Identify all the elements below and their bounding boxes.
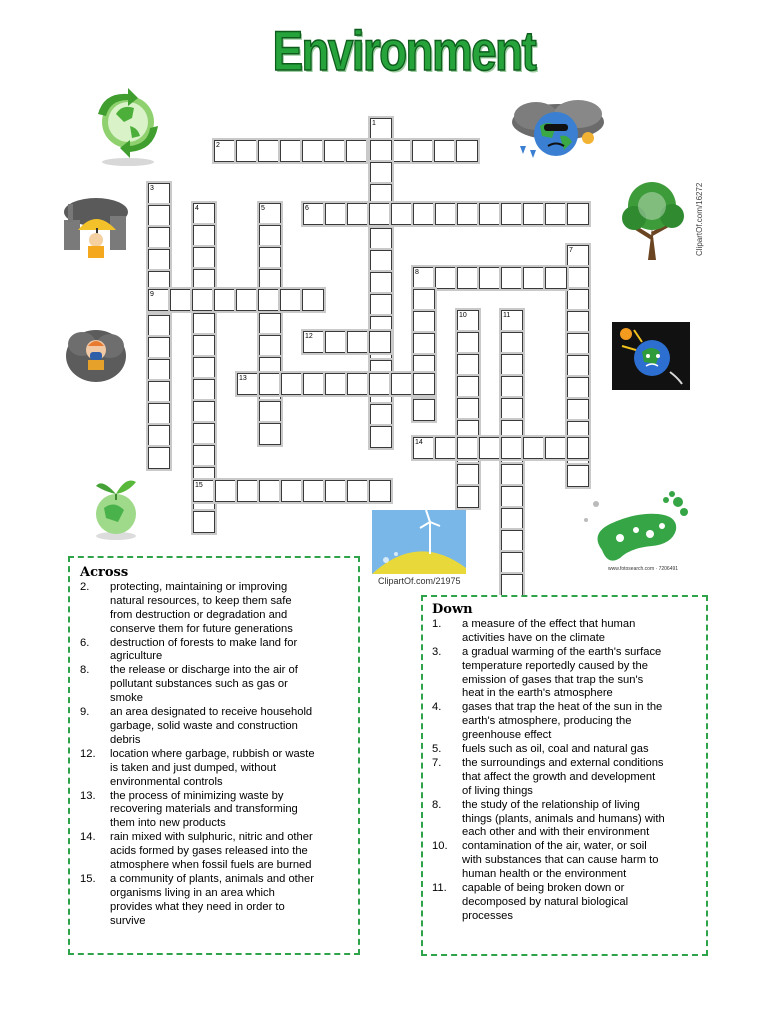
down-heading: Down	[432, 602, 473, 617]
grid-cell[interactable]	[170, 289, 192, 311]
grid-clue-number: 11	[503, 312, 511, 319]
burning-earth-icon	[612, 322, 690, 390]
grid-cell[interactable]	[413, 399, 435, 421]
grid-cell[interactable]	[259, 247, 281, 269]
grid-cell[interactable]	[259, 269, 281, 291]
grid-cell[interactable]	[501, 398, 523, 420]
clue-text-line: contamination of the air, water, or soil	[462, 840, 647, 853]
clue-text-line: the study of the relationship of living	[462, 798, 640, 811]
grid-cell[interactable]	[501, 332, 523, 354]
grid-cell[interactable]	[281, 373, 303, 395]
clue-text-line: debris	[110, 733, 141, 746]
across-clue	[80, 873, 350, 929]
grid-cell[interactable]	[501, 530, 523, 552]
grid-cell[interactable]	[413, 373, 435, 395]
grid-cell[interactable]	[193, 357, 215, 379]
grid-cell[interactable]	[370, 294, 392, 316]
grid-clue-number: 1	[372, 120, 376, 127]
clue-text-line: natural resources, to keep them safe	[110, 594, 292, 607]
grid-cell[interactable]	[457, 464, 479, 486]
grid-cell[interactable]	[457, 332, 479, 354]
grid-cell[interactable]	[237, 480, 259, 502]
clue-text-line: garbage, solid waste and construction	[110, 719, 298, 732]
grid-cell[interactable]	[390, 140, 412, 162]
grid-cell[interactable]	[457, 267, 479, 289]
clue-text-line: decomposed by natural biological	[462, 895, 629, 908]
grid-cell[interactable]	[324, 140, 346, 162]
clue-number: 14.	[80, 831, 96, 844]
grid-cell[interactable]	[193, 423, 215, 445]
grid-clue-number: 15	[195, 482, 203, 489]
grid-cell[interactable]	[501, 574, 523, 596]
clue-text-line: heat in the earth's atmosphere	[462, 687, 613, 700]
down-clue	[432, 743, 702, 757]
grid-cell[interactable]	[567, 311, 589, 333]
grid-cell[interactable]	[347, 373, 369, 395]
grid-cell[interactable]	[280, 140, 302, 162]
grid-cell[interactable]	[148, 249, 170, 271]
grid-cell[interactable]	[501, 464, 523, 486]
clipart-caption-footprint: www.fotosearch.com · 7206491	[608, 566, 679, 572]
grid-cell[interactable]	[193, 335, 215, 357]
grid-cell[interactable]	[435, 437, 457, 459]
grid-cell[interactable]	[303, 480, 325, 502]
grid-cell[interactable]	[346, 140, 368, 162]
clue-text-line: conserve them for future generations	[110, 622, 293, 635]
grid-cell[interactable]	[258, 289, 280, 311]
grid-cell[interactable]	[325, 331, 347, 353]
clue-number: 8.	[80, 664, 90, 677]
grid-cell[interactable]	[479, 267, 501, 289]
grid-cell[interactable]	[193, 401, 215, 423]
grid-cell[interactable]	[456, 140, 478, 162]
grid-cell[interactable]	[567, 465, 589, 487]
grid-cell[interactable]	[567, 399, 589, 421]
clue-number: 11.	[432, 882, 447, 895]
across-clue	[80, 637, 350, 665]
grid-cell[interactable]	[501, 486, 523, 508]
grid-clue-number: 5	[261, 205, 265, 212]
down-clue	[432, 840, 702, 882]
down-clue	[432, 646, 702, 702]
clue-text-line: acids formed by gases released into the	[110, 845, 308, 858]
grid-cell[interactable]	[148, 227, 170, 249]
clue-number: 5.	[432, 743, 442, 756]
clue-text-line: processes	[462, 909, 513, 922]
grid-cell[interactable]	[370, 140, 392, 162]
grid-cell[interactable]	[302, 289, 324, 311]
clue-text-line: emission of gases that trap the sun's	[462, 673, 644, 686]
clue-number: 3.	[432, 645, 442, 658]
grid-cell[interactable]	[501, 437, 523, 459]
grid-clue-number: 12	[305, 333, 313, 340]
grid-cell[interactable]	[501, 552, 523, 574]
grid-cell[interactable]	[567, 355, 589, 377]
clue-number: 15.	[80, 872, 96, 885]
grid-cell[interactable]	[501, 376, 523, 398]
clue-number: 2.	[80, 581, 90, 593]
clue-text-line: of living things	[462, 784, 533, 797]
down-clue	[432, 757, 702, 799]
clue-text-line: capable of being broken down or	[462, 882, 625, 895]
grid-clue-number: 2	[216, 142, 220, 149]
clue-text-line: fuels such as oil, coal and natural gas	[462, 743, 649, 756]
clue-text-line: a gradual warming of the earth's surface	[462, 645, 662, 658]
clue-text-line: a measure of the effect that human	[462, 618, 636, 630]
clue-number: 9.	[80, 706, 90, 719]
down-clue	[432, 618, 702, 646]
clue-text-line: the release or discharge into the air of	[110, 664, 298, 677]
recycle-globe-icon	[88, 84, 168, 168]
grid-cell[interactable]	[501, 203, 523, 225]
grid-cell[interactable]	[413, 203, 435, 225]
grid-cell[interactable]	[193, 225, 215, 247]
grid-cell[interactable]	[391, 373, 413, 395]
clue-text-line: recovering materials and transforming	[110, 803, 298, 816]
clue-text-line: greenhouse effect	[462, 729, 552, 742]
grid-cell[interactable]	[325, 480, 347, 502]
grid-clue-number: 13	[239, 375, 247, 382]
grid-cell[interactable]	[258, 140, 280, 162]
grid-cell[interactable]	[457, 203, 479, 225]
grid-cell[interactable]	[259, 335, 281, 357]
clue-number: 6.	[80, 636, 90, 649]
across-clue	[80, 664, 350, 706]
clue-text-line: them into new products	[110, 817, 226, 830]
grid-cell[interactable]	[148, 381, 170, 403]
grid-cell[interactable]	[457, 376, 479, 398]
clue-text-line: gases that trap the heat of the sun in the	[462, 701, 663, 714]
grid-cell[interactable]	[501, 354, 523, 376]
grid-cell[interactable]	[193, 379, 215, 401]
grid-cell[interactable]	[281, 480, 303, 502]
grid-cell[interactable]	[193, 269, 215, 291]
clue-text-line: each other and with their environment	[462, 826, 650, 839]
grid-cell[interactable]	[413, 333, 435, 355]
grid-cell[interactable]	[215, 480, 237, 502]
grid-cell[interactable]	[435, 267, 457, 289]
grid-cell[interactable]	[567, 203, 589, 225]
grid-cell[interactable]	[192, 289, 214, 311]
grid-cell[interactable]	[370, 250, 392, 272]
down-clue	[432, 701, 702, 743]
grid-cell[interactable]	[325, 373, 347, 395]
grid-cell[interactable]	[280, 289, 302, 311]
grid-cell[interactable]	[369, 203, 391, 225]
clue-number: 1.	[432, 618, 442, 630]
grid-cell[interactable]	[567, 267, 589, 289]
grid-cell[interactable]	[545, 203, 567, 225]
clue-text-line: that affect the growth and development	[462, 770, 656, 783]
clipart-caption-tree: ClipartOf.com/16272	[695, 182, 704, 256]
grid-cell[interactable]	[567, 377, 589, 399]
across-clue	[80, 706, 350, 748]
grid-cell[interactable]	[370, 404, 392, 426]
grid-clue-number: 4	[195, 205, 199, 212]
across-heading: Across	[80, 565, 129, 580]
sad-earth-cloud-icon	[506, 96, 612, 162]
clue-text-line: from destruction or degradation and	[110, 608, 288, 621]
grid-clue-number: 8	[415, 269, 419, 276]
grid-cell[interactable]	[457, 398, 479, 420]
clue-text-line: provides what they need in order to	[110, 900, 285, 913]
page-title: Environment	[272, 19, 536, 82]
across-clue	[80, 831, 350, 873]
grid-cell[interactable]	[148, 205, 170, 227]
grid-cell[interactable]	[391, 203, 413, 225]
clue-text-line: earth's atmosphere, producing the	[462, 715, 632, 728]
grid-cell[interactable]	[193, 511, 215, 533]
earth-tree-icon	[616, 178, 688, 260]
grid-cell[interactable]	[236, 289, 258, 311]
grid-cell[interactable]	[370, 426, 392, 448]
grid-cell[interactable]	[479, 203, 501, 225]
clue-text-line: a community of plants, animals and other	[110, 872, 314, 885]
clue-text-line: pollutant substances such as gas or	[110, 678, 288, 691]
grid-cell[interactable]	[148, 403, 170, 425]
clue-text-line: the surroundings and external conditions	[462, 757, 664, 769]
grid-cell[interactable]	[523, 437, 545, 459]
grid-cell[interactable]	[369, 480, 391, 502]
grid-clue-number: 3	[150, 185, 154, 192]
grid-cell[interactable]	[148, 359, 170, 381]
factory-umbrella-child-icon	[60, 194, 132, 264]
globe-sprout-icon	[88, 470, 144, 542]
clue-number: 4.	[432, 701, 442, 714]
down-clue	[432, 799, 702, 841]
grid-cell[interactable]	[567, 333, 589, 355]
clue-number: 10.	[432, 840, 448, 853]
grid-cell[interactable]	[370, 272, 392, 294]
grid-cell[interactable]	[347, 331, 369, 353]
grid-cell[interactable]	[347, 480, 369, 502]
grid-cell[interactable]	[193, 247, 215, 269]
grid-cell[interactable]	[545, 437, 567, 459]
clue-text-line: organisms living in an area which	[110, 886, 275, 899]
clue-text-line: atmosphere when fossil fuels are burned	[110, 858, 312, 871]
grid-clue-number: 7	[569, 247, 573, 254]
grid-cell[interactable]	[369, 331, 391, 353]
grid-cell[interactable]	[148, 337, 170, 359]
grid-cell[interactable]	[259, 401, 281, 423]
clue-number: 12.	[80, 747, 96, 760]
clue-text-line: is taken and just dumped, without	[110, 761, 277, 774]
grid-cell[interactable]	[501, 508, 523, 530]
grid-cell[interactable]	[457, 354, 479, 376]
grid-cell[interactable]	[370, 162, 392, 184]
grid-cell[interactable]	[259, 225, 281, 247]
grid-cell[interactable]	[259, 423, 281, 445]
clue-text-line: with substances that can cause harm to	[462, 854, 659, 867]
grid-cell[interactable]	[302, 140, 324, 162]
clue-text-line: agriculture	[110, 650, 163, 663]
clue-text-line: destruction of forests to make land for	[110, 636, 298, 649]
grid-cell[interactable]	[148, 425, 170, 447]
clue-text-line: environmental controls	[110, 775, 223, 788]
clue-number: 7.	[432, 757, 442, 769]
clue-text-line: an area designated to receive household	[110, 706, 313, 719]
grid-cell[interactable]	[325, 203, 347, 225]
grid-cell[interactable]	[479, 437, 501, 459]
grid-cell[interactable]	[523, 203, 545, 225]
clue-text-line: things (plants, animals and humans) with	[462, 812, 665, 825]
grid-clue-number: 6	[305, 205, 309, 212]
gas-mask-smog-icon	[64, 320, 128, 386]
grid-cell[interactable]	[236, 140, 258, 162]
grid-clue-number: 14	[415, 439, 423, 446]
grid-cell[interactable]	[434, 140, 456, 162]
grid-cell[interactable]	[523, 267, 545, 289]
clue-text-line: human health or the environment	[462, 868, 627, 881]
clue-number: 13.	[80, 789, 96, 802]
grid-cell[interactable]	[567, 437, 589, 459]
clipart-caption-windmill: ClipartOf.com/21975	[378, 576, 461, 586]
grid-cell[interactable]	[457, 437, 479, 459]
grid-cell[interactable]	[259, 373, 281, 395]
grid-cell[interactable]	[413, 311, 435, 333]
across-clue	[80, 748, 350, 790]
across-clue	[80, 790, 350, 832]
clue-text-line: activities have on the climate	[462, 631, 606, 644]
grid-cell[interactable]	[214, 289, 236, 311]
clue-text-line: protecting, maintaining or improving	[110, 581, 288, 593]
clue-number: 8.	[432, 798, 442, 811]
clue-text-line: location where garbage, rubbish or waste	[110, 747, 315, 760]
carbon-footprint-icon	[580, 490, 692, 570]
clue-text-line: survive	[110, 914, 146, 927]
grid-cell[interactable]	[347, 203, 369, 225]
grid-cell[interactable]	[457, 486, 479, 508]
wind-turbine-hill-icon	[372, 510, 466, 574]
grid-cell[interactable]	[370, 228, 392, 250]
grid-cell[interactable]	[501, 267, 523, 289]
across-clue	[80, 581, 350, 637]
down-clue	[432, 882, 702, 924]
clue-text-line: temperature reportedly caused by the	[462, 659, 648, 672]
clue-text-line: smoke	[110, 692, 143, 705]
grid-cell[interactable]	[148, 315, 170, 337]
grid-cell[interactable]	[545, 267, 567, 289]
grid-cell[interactable]	[193, 445, 215, 467]
grid-cell[interactable]	[259, 313, 281, 335]
grid-cell[interactable]	[259, 480, 281, 502]
grid-cell[interactable]	[369, 373, 391, 395]
grid-cell[interactable]	[413, 289, 435, 311]
clue-text-line: the process of minimizing waste by	[110, 789, 284, 802]
grid-cell[interactable]	[412, 140, 434, 162]
grid-cell[interactable]	[303, 373, 325, 395]
grid-cell[interactable]	[567, 289, 589, 311]
grid-cell[interactable]	[193, 313, 215, 335]
grid-cell[interactable]	[148, 447, 170, 469]
grid-cell[interactable]	[435, 203, 457, 225]
grid-clue-number: 9	[150, 291, 154, 298]
clue-text-line: rain mixed with sulphuric, nitric and other	[110, 831, 313, 844]
grid-clue-number: 10	[459, 312, 467, 319]
